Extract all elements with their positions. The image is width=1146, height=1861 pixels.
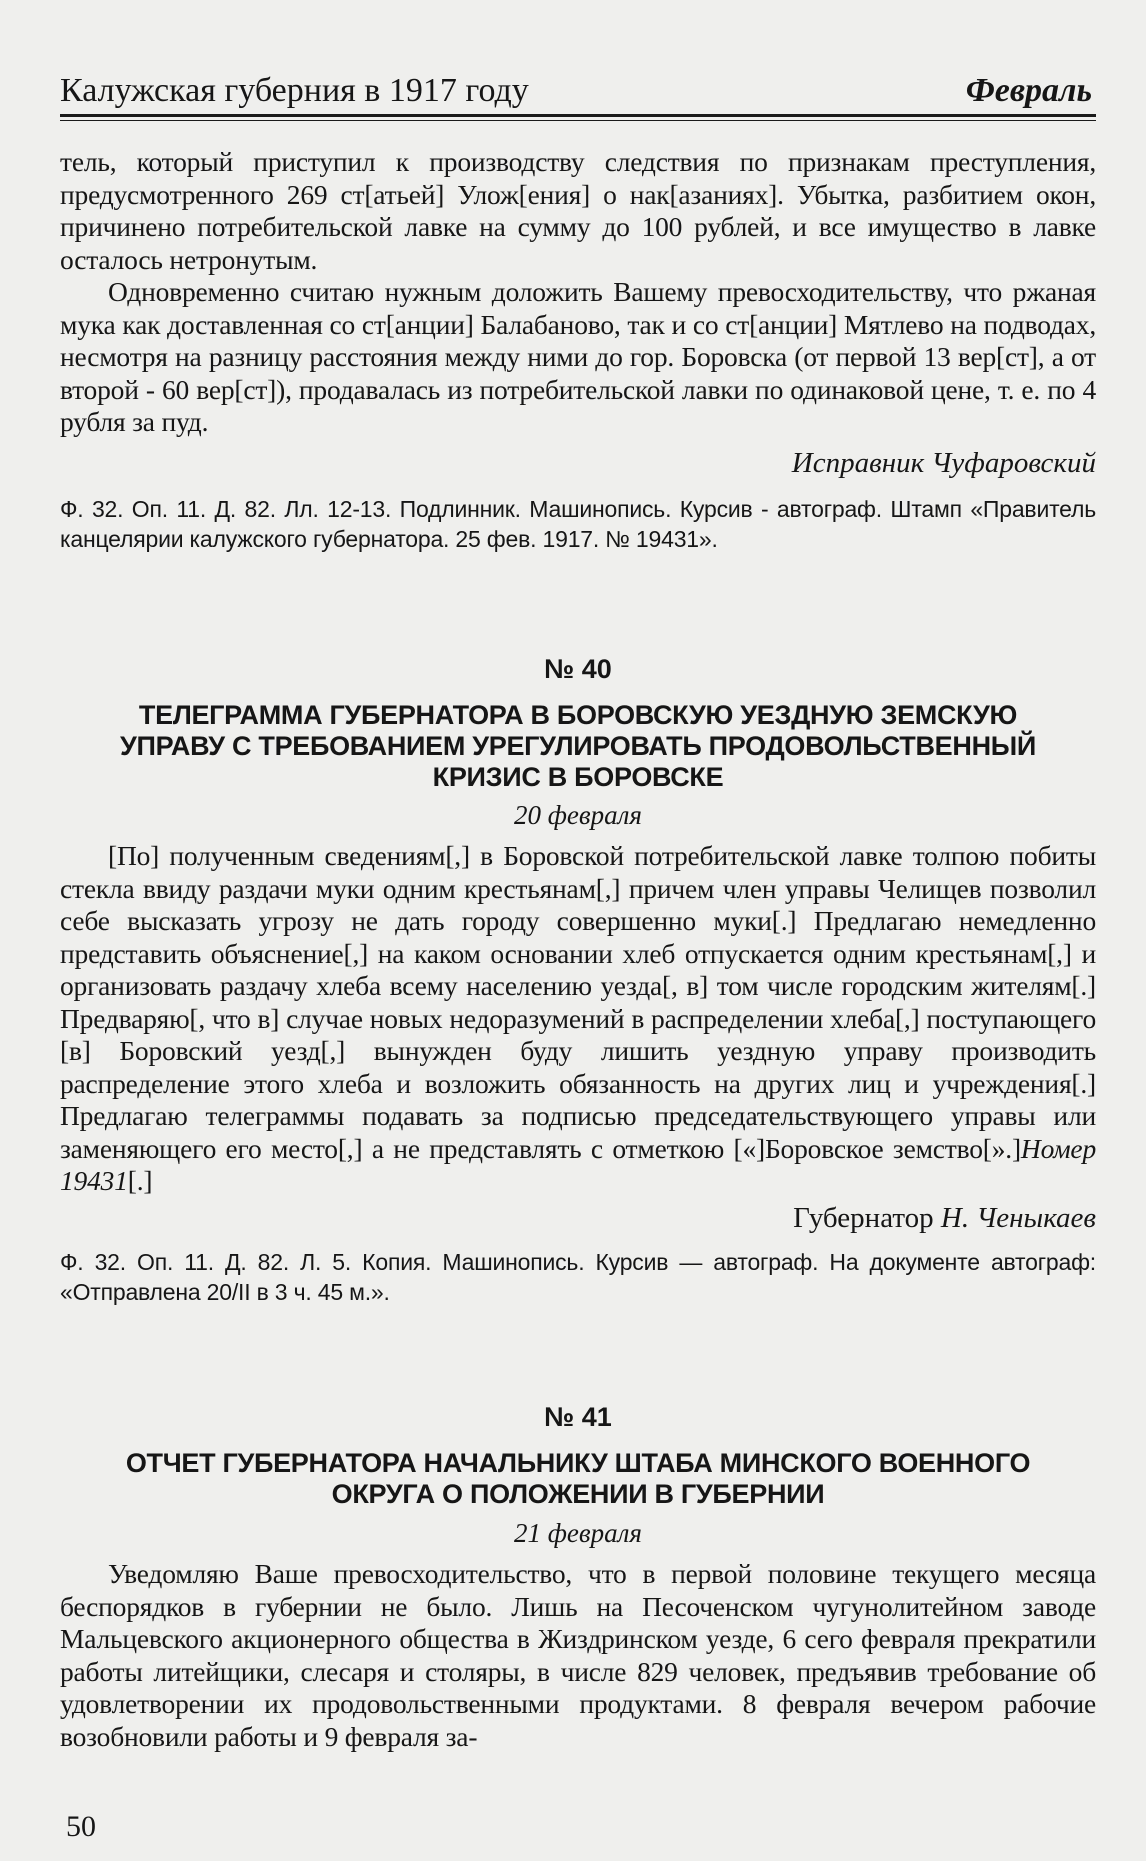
document-title-text: ТЕЛЕГРАММА ГУБЕРНАТОРА В БОРОВСКУЮ УЕЗДНУЮ ЗЕМСКУЮ УПРАВУ С ТРЕБОВАНИЕМ УРЕГУЛИРОВАТЬ ПРОДОВОЛЬСТВЕННЫЙ КРИЗИС В БОРОВСКЕ	[119, 700, 1037, 792]
document-number-41: № 41	[544, 1402, 612, 1432]
header-rule	[60, 114, 1096, 117]
paragraph-continuation: тель, который приступил к производству следствия по признакам преступления, предусмотренного 269 ст[атьей] Улож[ения] о нак[азаниях]. Убытка, разбитием окон, причинено потребительской лавке на сумму до 100 рублей, и все имущество в лавке осталось нетронутым.	[60, 146, 1096, 275]
running-header-title: Калужская губерния в 1917 году	[60, 72, 529, 109]
document-title-text: ОТЧЕТ ГУБЕРНАТОРА НАЧАЛЬНИКУ ШТАБА МИНСКОГО ВОЕННОГО ОКРУГА О ПОЛОЖЕНИИ В ГУБЕРНИИ	[125, 1448, 1031, 1509]
telegram-end: [.]	[127, 1165, 153, 1196]
telegram-text	[60, 840, 1096, 1198]
telegram-number-autograph: Номер 19431	[60, 1132, 1096, 1196]
document-body-40	[60, 840, 1096, 1307]
signature-ispravnik: Исправник Чуфаровский	[791, 446, 1096, 479]
signature-governor	[60, 1202, 1096, 1235]
paragraph: Одновременно считаю нужным доложить Вашему превосходительству, что ржаная мука как доставленная со ст[анции] Балабаново, так и со ст[анции] Мятлево на подводах, несмотря на разницу расстояния между ними до гор. Боровска (от первой 13 вер[ст], а от второй - 60 вер[ст]), продавалась из потребительской лавки по одинаковой цене, т. е. по 4 рубля за пуд.	[60, 276, 1096, 437]
header-rule-thin	[60, 120, 1096, 121]
document-date-41: 21 февраля	[514, 1518, 642, 1548]
signature-prefix: Губернатор	[793, 1201, 934, 1234]
document-body-41	[60, 1558, 1096, 1753]
signature-name: Н. Ченыкаев	[940, 1201, 1096, 1234]
telegram-body: [По] полученным сведениям[,] в Боровской потребительской лавке толпою побиты стекла ввиду раздачи муки одним крестьянам[,] причем член управы Челищев позволил себе высказать угрозу не дать городу совершенно муки[.] Предлагаю немедленно представить объяснение[,] на каком основании хлеб отпускается одним крестьянам[,] и организовать раздачу хлеба всему населению уезда[, в] том числе городским жителям[.] Предваряю[, что в] случае новых недоразумений в распределении хлеба[,] поступающего [в] Боровский уезд[,] вынужден буду лишить уездную управу производить распределение этого хлеба и возложить обязанность на других лиц и учреждения[.] Предлагаю телеграммы подавать за подписью председательствующего управы или заменяющего его место[,] а не представлять с отметкою [«]Боровское земство[».]	[60, 840, 1096, 1164]
archival-note: Ф. 32. Оп. 11. Д. 82. Л. 5. Копия. Машинопись. Курсив — автограф. На документе автограф: «Отправлена 20/II в 3 ч. 45 м.».	[60, 1248, 1096, 1305]
document-title-41	[120, 1448, 1036, 1510]
document-date-40: 20 февраля	[514, 800, 642, 830]
document-number-40: № 40	[544, 654, 612, 684]
page-number: 50	[66, 1810, 96, 1843]
archival-note: Ф. 32. Оп. 11. Д. 82. Лл. 12-13. Подлинник. Машинопись. Курсив - автограф. Штамп «Правитель канцелярии калужского губернатора. 25 фев. 1917. № 19431».	[60, 495, 1096, 552]
report-text: Уведомляю Ваше превосходительство, что в первой половине текущего месяца беспорядков в губернии не было. Лишь на Песоченском чугунолитейном заводе Мальцевского акционерного общества в Жиздринском уезде, 6 сего февраля прекратили работы литейщики, слесаря и столяры, в числе 829 человек, предъявив требование об удовлетворении их продовольственными продуктами. 8 февраля вечером рабочие возобновили работы и 9 февраля за-	[60, 1558, 1096, 1752]
document-title-40	[90, 700, 1066, 793]
running-header-month: Февраль	[965, 72, 1092, 109]
previous-document-section	[60, 146, 1096, 554]
